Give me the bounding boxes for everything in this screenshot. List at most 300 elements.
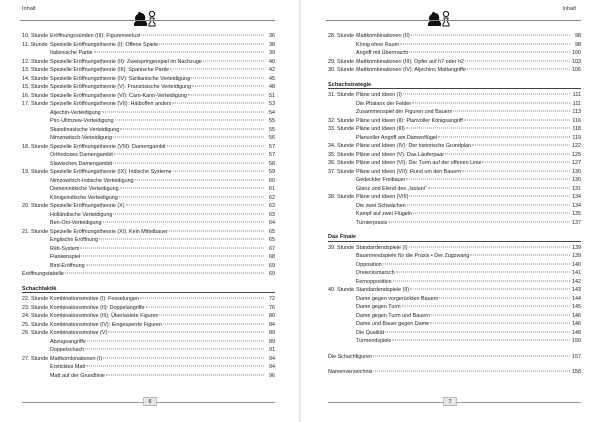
toc-entry [328,49,581,58]
section-heading: Das Finale [328,233,581,242]
dot-leader [393,280,570,281]
toc-title: Turnierpraxis [356,219,388,226]
toc-title: Kombinationsmotive (IV): Eingesperrte Figuren [50,321,163,328]
dot-leader [86,264,264,265]
toc-entry [328,41,581,50]
toc-entry [22,151,275,160]
toc-title: König ohne Raum [356,41,400,48]
toc-entry [22,295,275,304]
dot-leader [407,204,570,205]
page-number: 6 [143,397,157,406]
toc-lesson-label: 31. Stunde [328,92,355,98]
toc-lesson-label: 36. Stunde [328,160,355,166]
toc-lesson-label: 35. Stunde [328,151,355,158]
toc-page-number: 63 [269,203,275,209]
section-heading: Schachtaktik [22,285,275,294]
toc-page-number: 146 [572,312,581,319]
toc-page-number: 54 [269,109,275,116]
toc-lesson-label: 20. Stunde [22,203,49,209]
toc-lesson-label: 39. Stunde [328,244,355,251]
toc-lesson-label: 33. Stunde [328,126,355,132]
toc-entry [22,321,275,330]
toc-title: Doppelschach [50,347,85,353]
toc-entry [328,142,581,151]
dot-leader [472,145,570,146]
dot-leader [159,43,264,44]
dot-leader [173,171,264,172]
toc-entry [22,372,275,381]
spacer [328,346,581,353]
toc-page-number: 69 [269,271,275,277]
toc-title: Bauernendspiele für die Praxis • Der Zugzwang [356,253,470,259]
dot-leader [383,263,570,264]
toc-title: Matt auf der Grundlinie [50,372,105,379]
dot-leader [115,120,264,121]
toc-page-number: 45 [269,75,275,82]
toc-title: Dame und Bauer gegen Dame [356,321,430,327]
toc-title: Slawisches Damengambit [50,160,113,167]
toc-title: Spezielle Eröffnungstheorie (II): Zweispringerspiel im Nachzuge [50,58,202,65]
dot-leader [410,289,570,290]
toc-entry [22,109,275,118]
toc-entry [22,346,275,355]
toc-title: Mattkombinationen (III): Opfer auf h7 oder h2 [356,58,464,65]
toc-page-number: 146 [572,321,581,327]
toc-entry [22,41,275,50]
toc-page-number: 130 [572,177,581,183]
toc-page-number: 143 [572,287,581,293]
toc-page-number: 111 [572,92,581,98]
dot-leader [462,170,570,171]
toc-lesson-label: 19. Stunde [22,169,49,175]
dot-leader [169,230,264,231]
toc-entry [22,312,275,321]
toc-page-number: 69 [269,262,275,269]
toc-title: Pirc-Ufimzew-Verteidigung [50,118,114,124]
toc-entry [328,108,581,117]
toc-entry [328,337,581,346]
toc-title: Spezielle Eröffnungstheorie (X) [50,203,125,209]
toc-page-number: 55 [269,118,275,124]
dot-leader [126,205,264,206]
toc-page-number: 38 [269,41,275,48]
toc-page-number: 144 [572,295,581,302]
dot-leader [114,154,264,155]
toc-title: Pläne und Ideen (I) [356,92,402,98]
toc-page-number: 39 [269,50,275,56]
toc-lesson-label: 16. Stunde [22,92,49,99]
toc-page-number: 59 [269,169,275,175]
toc-title: Angriff mit Übermacht [356,50,409,56]
toc-page-number: 141 [572,270,581,276]
toc-title: Abzugsangriffe [50,338,86,345]
dot-leader [388,221,570,222]
toc-page-number: 53 [269,101,275,107]
toc-title: Pläne und Ideen (VIII) [356,194,409,200]
toc-page-number: 139 [572,253,581,259]
toc-page-number: 98 [575,41,581,48]
header-rule [326,20,581,21]
dot-leader [113,213,264,214]
dot-leader [85,349,264,350]
toc-title: Mattkombinationen (I) [50,355,103,362]
toc-title: Englische Eröffnung [50,237,99,243]
toc-lesson-label: 14. Stunde [22,75,49,82]
toc-title: Die zwei Schwächen [356,202,406,209]
toc-page-number: 55 [269,126,275,133]
dot-leader [402,306,570,307]
dot-leader [373,371,570,372]
toc-page-number: 36 [269,33,275,39]
toc-page-number: 80 [269,313,275,319]
toc-entry [22,228,275,237]
toc-lesson-label: 23. Stunde [22,304,49,311]
dot-leader [191,77,264,78]
dot-leader [192,86,264,87]
toc-title: Orthodoxes Damengambit [50,152,113,158]
toc-page-number: 94 [269,355,275,362]
toc-entry [328,134,581,143]
toc-title: Spezielle Eröffnungstheorie (IV): Sizilianische Verteidigung [50,75,191,82]
toc-lesson-label: 22. Stunde [22,296,49,302]
toc-title: Pläne und Ideen (VII): Rund um den Bauern [356,168,462,175]
toc-title: Zusammenspiel der Figuren und Bauern [356,109,453,115]
toc-entry [328,269,581,278]
toc-title: Kombinationsmotive (II): Doppelangriffe [50,304,145,311]
toc-entry [328,312,581,321]
toc-lesson-label: 17. Stunde [22,101,49,107]
toc-title: Kombinationsmotive (I): Fesselungen [50,296,139,302]
toc-title: Dame gegen Turm [356,304,401,310]
dot-leader [431,314,570,315]
toc-entry [22,92,275,101]
dot-leader [400,43,570,44]
toc-entry [328,125,581,134]
toc-entry [22,143,275,152]
dot-leader [482,162,570,163]
toc-title: Dreiecksmarsch [356,270,395,276]
toc-lesson-label: 37. Stunde [328,168,355,175]
toc-title: Spezielle Eröffnungstheorie (VIII): Damengambit [50,143,166,150]
toc-title: Spezielle Eröffnungstheorie (IX): Indische Systeme [50,169,172,175]
dot-leader [135,179,264,180]
dot-leader [113,162,264,163]
toc-entry [22,245,275,254]
toc-page-number: 157 [572,353,581,360]
toc-page-number: 68 [269,254,275,260]
toc-page-number: 137 [572,219,581,226]
toc-page-number: 76 [269,304,275,311]
dot-leader [188,94,264,95]
toc-page-number: 135 [572,211,581,217]
running-head: Inhalt [22,6,36,12]
dot-leader [159,315,264,316]
toc-title: Mattkombinationen (IV): Aljechins Mattangriffe [356,67,466,73]
toc-lesson-label: 18. Stunde [22,143,49,150]
toc-page-number: 60 [269,177,275,184]
toc-entry [328,117,581,126]
dot-leader [385,331,570,332]
toc-left [22,32,275,380]
toc-lesson-label: 28. Stunde [328,33,355,39]
toc-title: Spezielle Eröffnungstheorie (III): Spanische Partie [50,67,170,73]
dot-leader [172,103,264,104]
toc-title: Pläne und Ideen (IV): Der historische Grundplan [356,143,472,149]
toc-title: Spezielle Eröffnungstheorie (XI): Kein Mittelbauer [50,228,168,235]
toc-entry [22,202,275,211]
toc-entry [328,303,581,312]
toc-entry [328,368,581,377]
dot-leader [439,297,570,298]
toc-entry [328,353,581,362]
toc-entry [22,66,275,75]
toc-entry [22,363,275,372]
toc-title: Dameninidsche Verteidigung [50,186,119,192]
dot-leader [86,366,264,367]
dot-leader [120,128,264,129]
toc-entry [328,58,581,67]
toc-page-number: 142 [572,278,581,285]
toc-page-number: 61 [269,186,275,192]
toc-title: Bird-Eröffnung [50,262,85,269]
toc-page-number: 150 [572,338,581,344]
dot-leader [103,357,264,358]
dot-leader [409,246,570,247]
dot-leader [106,374,264,375]
toc-entry [328,244,581,253]
toc-title: Nimzowitsch-Verteidigung [50,135,113,141]
toc-title: Aljechin-Verteidigung [50,109,101,116]
dot-leader [146,306,264,307]
dot-leader [392,340,570,341]
toc-page-number: 57 [269,143,275,150]
toc-page-number: 58 [269,160,275,167]
toc-lesson-label: 32. Stunde [328,117,355,124]
dot-leader [412,102,570,103]
toc-entry [22,32,275,41]
toc-title: Holländische Verteidigung [50,211,113,218]
toc-page-number: 91 [269,347,275,353]
toc-title: Réti-System [50,245,80,252]
toc-title: Ben-Oni-Verteidigung [50,220,102,226]
toc-title: Turmendspiele [356,338,392,344]
toc-title: Pläne und Ideen (V): Das Läuferpaar [356,151,445,158]
toc-page-number: 72 [269,296,275,302]
spacer [328,361,581,368]
dot-leader [81,256,264,257]
toc-lesson-label: 34. Stunde [328,143,355,149]
toc-entry [22,49,275,58]
toc-title: Namenverzeichnis [328,369,373,375]
toc-page-number: 145 [572,304,581,310]
toc-page-number: 56 [269,135,275,141]
toc-entry [328,91,581,100]
toc-entry [328,329,581,338]
dot-leader [163,323,264,324]
toc-entry [22,75,275,84]
chess-pieces-logo-icon [422,6,456,28]
toc-title: Planvoller Angriff am Damenflügel [356,134,438,141]
dot-leader [119,196,264,197]
toc-entry [22,219,275,228]
toc-title: Spezielle Eröffnungstheorie (V): Französische Verteidigung [50,84,192,90]
toc-page-number: 96 [269,372,275,379]
toc-page-number: 131 [572,185,581,192]
toc-page-number: 48 [269,84,275,90]
dot-leader [453,111,570,112]
toc-entry [328,185,581,194]
toc-title: Mattkombinationen (II) [356,33,410,39]
toc-title: Eröffnungstabelle [22,271,64,277]
toc-entry [328,210,581,219]
dot-leader [99,239,264,240]
dot-leader [102,111,264,112]
toc-page-number: 100 [572,50,581,56]
dot-leader [103,222,264,223]
toc-lesson-label: 21. Stunde [22,228,49,235]
toc-page-number: 42 [269,67,275,73]
toc-title: Fernopposition [356,278,392,285]
toc-title: Die Qualität [356,329,385,336]
toc-title: Standardendspiele (I) [356,244,408,251]
toc-entry [328,193,581,202]
toc-title: Spezielle Eröffnungstheorie (I): Offene Spiele [50,41,158,48]
dot-leader [428,187,570,188]
toc-page-number: 64 [269,220,275,226]
toc-page-number: 139 [572,244,581,251]
dot-leader [94,52,264,53]
toc-page-number: 148 [572,329,581,336]
toc-page-number: 111 [572,100,581,107]
toc-entry [22,117,275,126]
toc-page-number: 122 [572,143,581,149]
toc-page-number: 57 [269,152,275,158]
toc-entry [22,194,275,203]
dot-leader [113,137,264,138]
dot-leader [413,213,570,214]
dot-leader [470,255,570,256]
toc-lesson-label: 27. Stunde [22,355,49,362]
dot-leader [464,119,570,120]
toc-title: Die Schachfiguren [328,353,373,360]
toc-title: Pläne und Ideen (VI): Der Turm auf der offenen Linie [356,160,482,166]
dot-leader [430,323,570,324]
toc-entry [22,177,275,186]
toc-entry [22,253,275,262]
dot-leader [438,136,570,137]
toc-lesson-label: 11. Stunde [22,41,48,48]
toc-page-number: 134 [572,202,581,209]
toc-page-number: 158 [572,369,581,375]
toc-title: Dame gegen Turm und Bauern [356,312,431,319]
toc-entry [22,270,275,279]
toc-page-number: 116 [572,117,581,124]
toc-page-number: 65 [269,228,275,235]
toc-entry [22,236,275,245]
toc-title: Kampf auf zwei Flügeln [356,211,413,217]
toc-page-number: 89 [269,330,275,336]
dot-leader [108,332,264,333]
dot-leader [87,340,264,341]
section-heading: Schachstrategie [328,81,581,90]
dot-leader [409,52,570,53]
toc-title: Nimzowitsch-Indische Verteidigung [50,177,134,184]
dot-leader [141,35,264,36]
toc-title: Die Phalanx der Felder [356,100,412,107]
toc-page-number: 119 [572,134,581,141]
toc-lesson-label: 10. Stunde [22,33,49,39]
dot-leader [406,179,570,180]
toc-title: Pläne und Ideen (II): Planvoller Königsangriff [356,117,463,124]
toc-page-number: 130 [572,168,581,175]
toc-right [328,32,581,377]
dot-leader [445,153,570,154]
toc-entry [22,126,275,135]
dot-leader [80,247,264,248]
toc-entry [22,134,275,143]
toc-page-number: 134 [572,194,581,200]
toc-entry [22,304,275,313]
toc-entry [22,160,275,169]
toc-lesson-label: 29. Stunde [328,58,355,65]
toc-entry [328,100,581,109]
toc-page-number: 89 [269,338,275,345]
toc-entry [328,202,581,211]
toc-entry [328,278,581,287]
toc-page-number: 63 [269,211,275,218]
dot-leader [409,196,570,197]
dot-leader [403,94,570,95]
toc-lesson-label: 12. Stunde [22,58,49,65]
toc-title: Skandinavische Verteidigung [50,126,120,133]
toc-entry [22,355,275,364]
toc-entry [22,185,275,194]
toc-entry [328,219,581,228]
toc-title: Königsindische Verteidigung [50,194,118,201]
dot-leader [170,69,264,70]
toc-page-number: 106 [572,67,581,73]
toc-title: Spezielle Eröffnungstheorie (VII): Halboffen anders [50,101,172,107]
toc-entry [22,262,275,271]
toc-page-number: 127 [572,160,581,166]
toc-entry [328,151,581,160]
toc-title: Kombinationsmotive (V) [50,330,108,336]
toc-lesson-label: 40. Stunde [328,287,355,293]
toc-title: Pläne und Ideen (III) [356,126,405,132]
toc-page-number: 98 [575,33,581,39]
toc-entry [328,286,581,295]
toc-lesson-label: 15. Stunde [22,84,49,90]
chess-pieces-logo-icon [128,6,162,28]
dot-leader [396,272,570,273]
dot-leader [373,355,570,356]
dot-leader [167,145,264,146]
toc-page-number: 40 [269,58,275,65]
toc-page-number: 113 [572,109,581,115]
toc-page-number: 125 [572,151,581,158]
toc-entry [22,100,275,109]
toc-title: Glanz und Elend des „Isolani“ [356,185,427,192]
toc-entry [328,295,581,304]
toc-entry [328,176,581,185]
toc-title: Standardendspiele (II) [356,287,410,293]
dot-leader [465,60,570,61]
toc-lesson-label: 26. Stunde [22,330,49,336]
toc-entry [328,159,581,168]
toc-lesson-label: 25. Stunde [22,321,49,328]
toc-title: Dame gegen vorgerückten Bauern [356,295,439,302]
toc-page-number: 62 [269,194,275,201]
